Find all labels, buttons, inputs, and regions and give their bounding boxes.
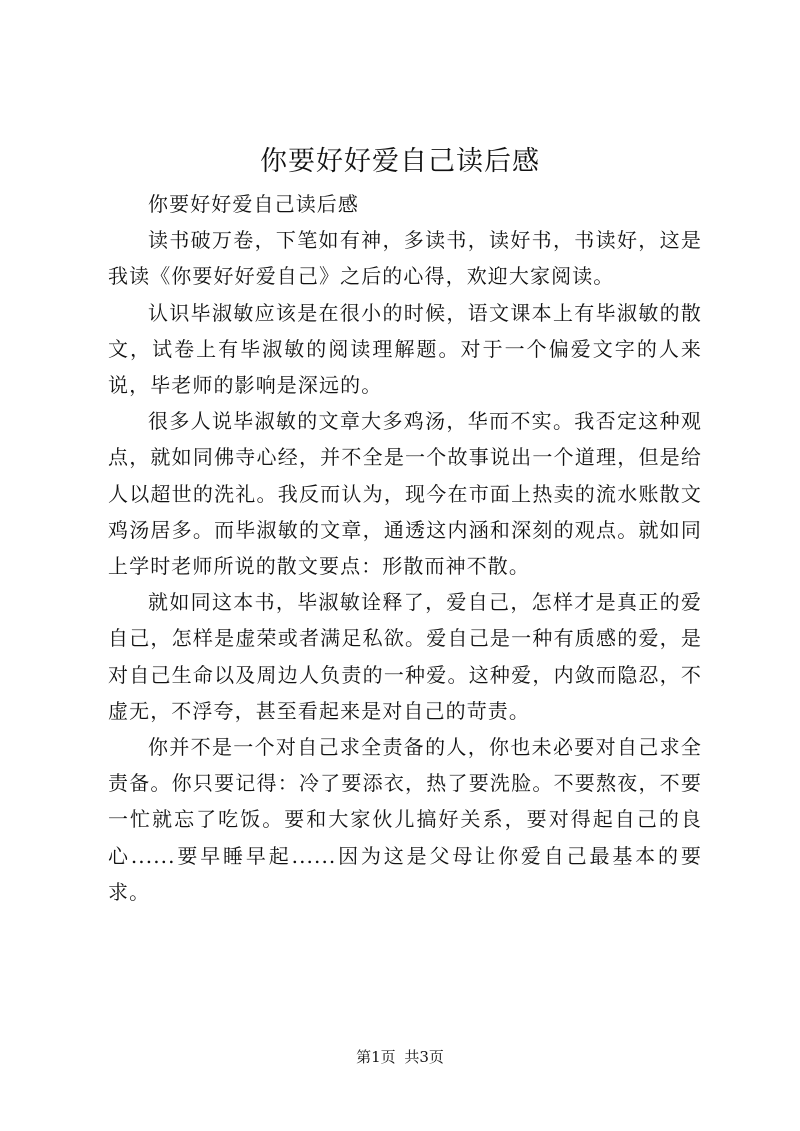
page-number: 第1页 (356, 1048, 396, 1066)
paragraph-subtitle: 你要好好爱自己读后感 (148, 192, 359, 216)
page-footer (0, 1047, 800, 1067)
paragraph: 就如同这本书，毕淑敏诠释了，爱自己，怎样才是真正的爱自己，怎样是虚荣或者满足私欲。爱自己是一种有质感的爱，是对自己生命以及周边人负责的一种爱。这种爱，内敛而隐忍，不虚无，不浮夸，甚至看起来是对自己的苛责。 (108, 590, 702, 723)
document-title: 你要好好爱自己读后感 (260, 146, 540, 177)
paragraph: 很多人说毕淑敏的文章大多鸡汤，华而不实。我否定这种观点，就如同佛寺心经，并不全是一个故事说出一个道理，但是给人以超世的洗礼。我反而认为，现今在市面上热卖的流水账散文鸡汤居多。而毕淑敏的文章，通透这内涵和深刻的观点。就如同上学时老师所说的散文要点：形散而神不散。 (108, 409, 702, 579)
document-body (108, 186, 702, 910)
paragraph-intro: 读书破万卷，下笔如有神，多读书，读好书，书读好，这是我读《你要好好爱自己》之后的心得，欢迎大家阅读。 (108, 228, 702, 289)
paragraph: 认识毕淑敏应该是在很小的时候，语文课本上有毕淑敏的散文，试卷上有毕淑敏的阅读理解题。对于一个偏爱文字的人来说，毕老师的影响是深远的。 (108, 300, 702, 398)
paragraph: 你并不是一个对自己求全责备的人，你也未必要对自己求全责备。你只要记得：冷了要添衣，热了要洗脸。不要熬夜，不要一忙就忘了吃饭。要和大家伙儿搞好关系，要对得起自己的良心......要早睡早起......因为这是父母让你爱自己最基本的要求。 (108, 735, 702, 904)
page-total: 共3页 (404, 1048, 444, 1066)
